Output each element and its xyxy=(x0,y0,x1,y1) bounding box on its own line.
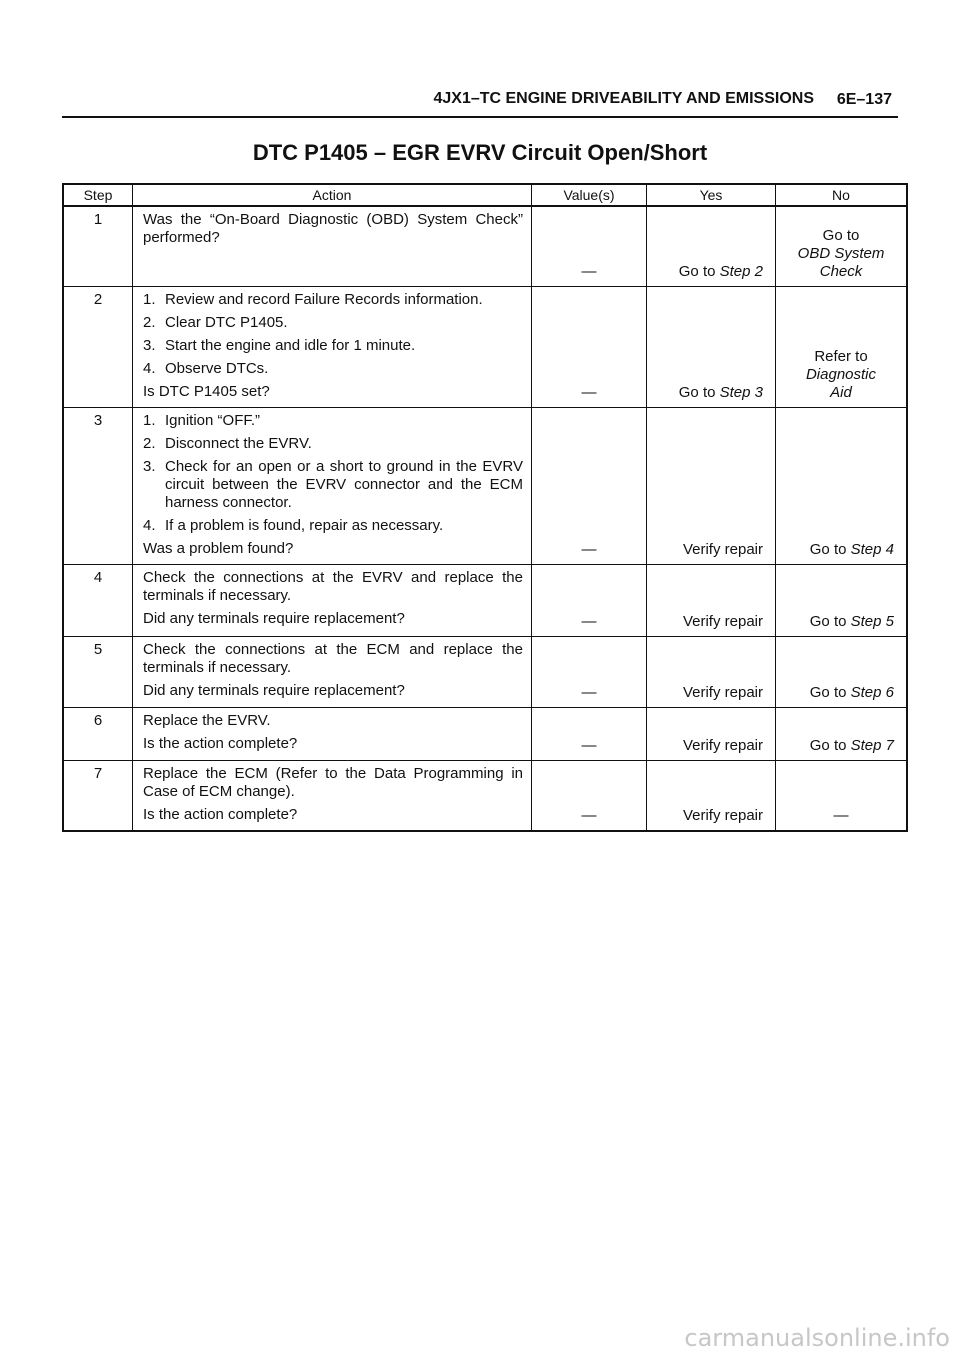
column-header-action: Action xyxy=(133,184,532,206)
table-row xyxy=(63,564,907,636)
no-step-reference: Diagnostic Aid xyxy=(805,365,877,401)
action-list-item xyxy=(143,291,523,309)
list-item-text: Check for an open or a short to ground in the EVRV circuit between the EVRV connector and the ECM harness connector. xyxy=(165,457,523,511)
action-cell xyxy=(133,564,532,636)
action-text: Was the “On-Board Diagnostic (OBD) System Check” performed? xyxy=(143,211,523,246)
list-item-number: 1. xyxy=(143,290,156,308)
no-result xyxy=(776,760,908,831)
yes-step-reference: Step 3 xyxy=(719,383,763,401)
diagnostic-table xyxy=(62,183,908,832)
action-cell xyxy=(133,707,532,760)
yes-prefix: Verify repair xyxy=(682,806,763,824)
no-result xyxy=(776,564,908,636)
step-number: 6 xyxy=(63,707,133,760)
list-item-text: Clear DTC P1405. xyxy=(165,313,288,331)
list-item-number: 1. xyxy=(143,411,156,429)
step-number: 1 xyxy=(63,206,133,286)
yes-prefix: Verify repair xyxy=(682,736,763,754)
yes-result xyxy=(647,286,776,407)
value-cell: — xyxy=(532,407,647,564)
column-header-no: No xyxy=(776,184,908,206)
action-cell xyxy=(133,286,532,407)
no-prefix: Go to xyxy=(809,612,851,630)
action-list-item xyxy=(143,412,523,430)
yes-result xyxy=(647,564,776,636)
no-step-reference: OBD System Check xyxy=(797,244,885,280)
no-prefix: Go to xyxy=(809,736,851,754)
action-question: Is the action complete? xyxy=(143,734,298,752)
no-result xyxy=(776,286,908,407)
action-cell xyxy=(133,636,532,707)
no-step-reference: Step 7 xyxy=(850,736,894,754)
yes-prefix: Go to xyxy=(678,383,720,401)
list-item-number: 4. xyxy=(143,359,156,377)
value-cell: — xyxy=(532,564,647,636)
no-result xyxy=(776,636,908,707)
yes-result xyxy=(647,636,776,707)
no-step-reference: Step 6 xyxy=(850,683,894,701)
table-row xyxy=(63,407,907,564)
action-question: Did any terminals require replacement? xyxy=(143,681,405,699)
value-cell: — xyxy=(532,636,647,707)
no-step-reference: Step 4 xyxy=(850,540,894,558)
action-question: Is DTC P1405 set? xyxy=(143,382,270,400)
table-row xyxy=(63,707,907,760)
list-item-number: 3. xyxy=(143,457,156,475)
list-item-text: Ignition “OFF.” xyxy=(165,411,261,429)
table-row xyxy=(63,636,907,707)
no-result xyxy=(776,206,908,286)
value-cell: — xyxy=(532,760,647,831)
table-row xyxy=(63,760,907,831)
action-text: Replace the ECM (Refer to the Data Programming in Case of ECM change). xyxy=(143,764,523,800)
no-result xyxy=(776,407,908,564)
action-list-item xyxy=(143,458,523,512)
step-number: 7 xyxy=(63,760,133,831)
table-row xyxy=(63,286,907,407)
action-list-item xyxy=(143,314,523,332)
list-item-number: 2. xyxy=(143,434,156,452)
action-question: Did any terminals require replacement? xyxy=(143,609,405,627)
list-item-number: 2. xyxy=(143,313,156,331)
yes-result xyxy=(647,760,776,831)
yes-prefix: Verify repair xyxy=(682,683,763,701)
no-prefix: Refer to xyxy=(814,347,868,365)
page-header xyxy=(62,88,898,118)
action-text: Check the connections at the ECM and replace the terminals if necessary. xyxy=(143,640,523,676)
table-body xyxy=(63,206,907,831)
action-cell xyxy=(133,206,532,286)
action-text: Replace the EVRV. xyxy=(143,711,271,729)
yes-prefix: Verify repair xyxy=(682,540,763,558)
section-title: 4JX1–TC ENGINE DRIVEABILITY AND EMISSIONS xyxy=(433,90,814,107)
step-number: 3 xyxy=(63,407,133,564)
action-list-item xyxy=(143,360,523,378)
column-header-yes: Yes xyxy=(647,184,776,206)
no-prefix: Go to xyxy=(809,540,851,558)
action-list-item xyxy=(143,517,523,535)
no-prefix: — xyxy=(833,806,849,824)
column-header-step: Step xyxy=(63,184,133,206)
yes-result xyxy=(647,206,776,286)
value-cell: — xyxy=(532,206,647,286)
list-item-text: If a problem is found, repair as necessary. xyxy=(165,516,444,534)
table-header-row xyxy=(63,184,907,206)
list-item-text: Start the engine and idle for 1 minute. xyxy=(165,336,416,354)
value-cell: — xyxy=(532,707,647,760)
column-header-values: Value(s) xyxy=(532,184,647,206)
list-item-number: 4. xyxy=(143,516,156,534)
no-result xyxy=(776,707,908,760)
list-item-text: Review and record Failure Records information. xyxy=(165,290,483,308)
action-list-item xyxy=(143,435,523,453)
page-number: 6E–137 xyxy=(836,91,892,108)
step-number: 5 xyxy=(63,636,133,707)
yes-prefix: Verify repair xyxy=(682,612,763,630)
step-number: 4 xyxy=(63,564,133,636)
yes-prefix: Go to xyxy=(678,262,720,280)
no-prefix: Go to xyxy=(809,683,851,701)
list-item-text: Observe DTCs. xyxy=(165,359,269,377)
document-title: DTC P1405 – EGR EVRV Circuit Open/Short xyxy=(252,140,708,165)
action-cell xyxy=(133,407,532,564)
action-question: Is the action complete? xyxy=(143,805,298,823)
action-list-item xyxy=(143,337,523,355)
list-item-number: 3. xyxy=(143,336,156,354)
yes-result xyxy=(647,407,776,564)
yes-step-reference: Step 2 xyxy=(719,262,763,280)
action-text: Check the connections at the EVRV and replace the terminals if necessary. xyxy=(143,568,523,604)
action-question: Was a problem found? xyxy=(143,539,294,557)
value-cell: — xyxy=(532,286,647,407)
action-cell xyxy=(133,760,532,831)
table-row xyxy=(63,206,907,286)
no-step-reference: Step 5 xyxy=(850,612,894,630)
yes-result xyxy=(647,707,776,760)
no-prefix: Go to xyxy=(822,226,860,244)
list-item-text: Disconnect the EVRV. xyxy=(165,434,312,452)
watermark: carmanualsonline.info xyxy=(684,1324,950,1352)
step-number: 2 xyxy=(63,286,133,407)
